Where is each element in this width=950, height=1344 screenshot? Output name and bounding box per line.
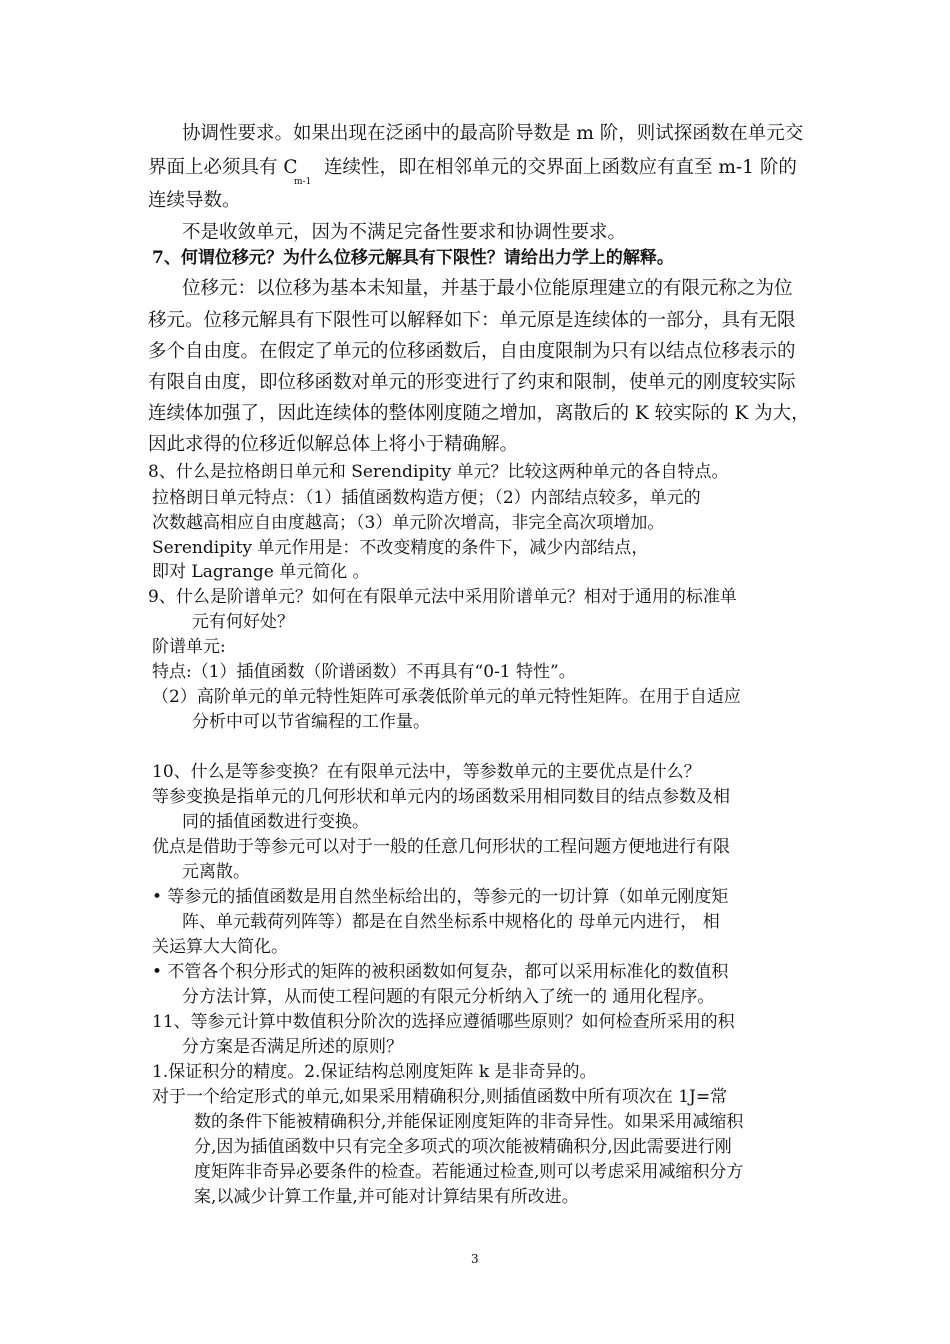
question-heading: 9、什么是阶谱单元？如何在有限单元法中采用阶谱单元？相对于通用的标准单 — [148, 587, 737, 607]
bullet-item: • 等参元的插值函数是用自然坐标给出的，等参元的一切计算（如单元刚度矩 — [152, 887, 729, 907]
question-heading: 10、什么是等参变换？在有限单元法中，等参数单元的主要优点是什么？ — [152, 762, 701, 782]
text-line: 关运算大大简化。 — [152, 937, 288, 957]
text-line: 位移元：以位移为基本未知量，并基于最小位能原理建立的有限元称之为位 — [182, 278, 793, 299]
text-line: 阶谱单元: — [152, 637, 226, 657]
text-line: 优点是借助于等参元可以对于一般的任意几何形状的工程问题方便地进行有限 — [152, 837, 730, 857]
question-heading: 11、等参元计算中数值积分阶次的选择应遵循哪些原则？如何检查所采用的积 — [152, 1012, 735, 1032]
text-line: 数的条件下能被精确积分,并能保证刚度矩阵的非奇异性。如果采用减缩积 — [194, 1112, 744, 1132]
text-line: 协调性要求。如果出现在泛函中的最高阶导数是 m 阶，则试探函数在单元交 — [182, 123, 804, 144]
text-line: 连续体加强了，因此连续体的整体刚度随之增加，离散后的 K 较实际的 K 为大， — [148, 403, 810, 424]
text-line: 不是收敛单元，因为不满足完备性要求和协调性要求。 — [182, 222, 627, 243]
text-line: 度矩阵非奇异必要条件的检查。若能通过检查,则可以考虑采用减缩积分方 — [194, 1162, 744, 1182]
text-line: 拉格朗日单元特点：（1）插值函数构造方便；（2）内部结点较多，单元的 — [152, 488, 701, 508]
text-line: 即对 Lagrange 单元简化 。 — [152, 562, 370, 582]
bullet-item: • 不管各个积分形式的矩阵的被积函数如何复杂，都可以采用标准化的数值积 — [152, 962, 729, 982]
text-line: 因此求得的位移近似解总体上将小于精确解。 — [148, 434, 519, 455]
text-line: 界面上必须具有 C — [148, 157, 298, 178]
text-line: 等参变换是指单元的几何形状和单元内的场函数采用相同数目的结点参数及相 — [152, 787, 730, 807]
text-line: （2）高阶单元的单元特性矩阵可承袭低阶单元的单元特性矩阵。在用于自适应 — [152, 687, 741, 707]
text-line: 移元。位移元解具有下限性可以解释如下：单元原是连续体的一部分，具有无限 — [148, 310, 796, 331]
text-line: 对于一个给定形式的单元,如果采用精确积分,则插值函数中所有项次在 1J=常 — [152, 1087, 728, 1107]
text-line: Serendipity 单元作用是：不改变精度的条件下，减少内部结点， — [152, 538, 649, 558]
text-line: 连续性，即在相邻单元的交界面上函数应有直至 m-1 阶的 — [324, 157, 797, 178]
text-line: 分析中可以节省编程的工作量。 — [192, 712, 430, 732]
text-line: 案,以减少计算工作量,并可能对计算结果有所改进。 — [194, 1187, 579, 1207]
text-line: 元离散。 — [182, 862, 250, 882]
text-line: 分方案是否满足所述的原则？ — [182, 1037, 403, 1057]
text-line: 同的插值函数进行变换。 — [182, 812, 369, 832]
subscript: m-1 — [294, 177, 312, 187]
question-heading: 8、什么是拉格朗日单元和 Serendipity 单元？比较这两种单元的各自特点。 — [148, 462, 729, 482]
text-line: 分,因为插值函数中只有完全多项式的项次能被精确积分,因此需要进行刚 — [194, 1137, 732, 1157]
text-line: 多个自由度。在假定了单元的位移函数后，自由度限制为只有以结点位移表示的 — [148, 341, 796, 362]
text-line: 连续导数。 — [148, 190, 241, 211]
text-line: 次数越高相应自由度越高；（3）单元阶次增高，非完全高次项增加。 — [152, 513, 665, 533]
text-line: 特点:（1）插值函数（阶谱函数）不再具有“0-1 特性”。 — [152, 662, 576, 682]
page-number: 3 — [471, 1252, 479, 1266]
text-line: 分方法计算，从而使工程问题的有限元分析纳入了统一的 通用化程序。 — [182, 987, 715, 1007]
text-line: 阵、单元载荷列阵等）都是在自然坐标系中规格化的 母单元内进行， 相 — [182, 912, 720, 932]
question-heading: 7、何谓位移元？为什么位移元解具有下限性？请给出力学上的解释。 — [152, 248, 674, 268]
text-line: 1.保证积分的精度。2.保证结构总刚度矩阵 k 是非奇异的。 — [152, 1062, 597, 1082]
text-line: 有限自由度，即位移函数对单元的形变进行了约束和限制，使单元的刚度较实际 — [148, 372, 796, 393]
text-line: 元有何好处？ — [192, 612, 294, 632]
